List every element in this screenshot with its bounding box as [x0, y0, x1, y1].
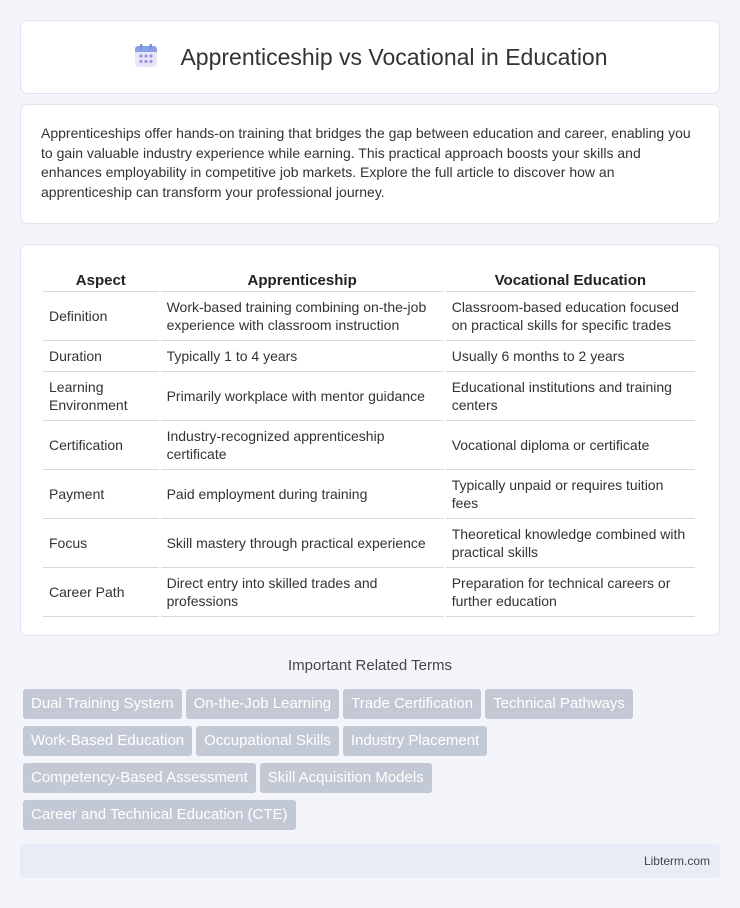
table-row [43, 470, 695, 519]
comparison-table [41, 266, 697, 617]
footer-brand-link[interactable]: Libterm.com [643, 854, 710, 868]
table-cell: Theoretical knowledge combined with practical skills [446, 519, 695, 568]
intro-text: Apprenticeships offer hands-on training that bridges the gap between education and career, enabling you to gain valuable industry experience while earning. This practical approach boosts your skills and enhances employability in competitive job markets. Explore the full article to discover how an apprenticeship can transform your professional journey. [41, 125, 691, 200]
calendar-grid-icon [132, 42, 160, 70]
related-terms-list [23, 689, 723, 837]
column-header-apprenticeship: Apprenticeship [161, 266, 444, 292]
table-header-row [43, 266, 695, 292]
column-header-vocational: Vocational Education [446, 266, 695, 292]
table-cell: Industry-recognized apprenticeship certificate [161, 421, 444, 470]
table-cell: Learning Environment [43, 372, 159, 421]
footer [20, 844, 720, 878]
related-term-tag[interactable]: Trade Certification [343, 689, 481, 719]
table-cell: Typically 1 to 4 years [161, 341, 444, 372]
table-cell: Classroom-based education focused on practical skills for specific trades [446, 292, 695, 341]
table-row [43, 568, 695, 617]
table-cell: Preparation for technical careers or further education [446, 568, 695, 617]
table-cell: Typically unpaid or requires tuition fees [446, 470, 695, 519]
intro-card [20, 104, 720, 224]
related-term-tag[interactable]: Competency-Based Assessment [23, 763, 256, 793]
related-term-tag[interactable]: Skill Acquisition Models [260, 763, 432, 793]
table-cell: Career Path [43, 568, 159, 617]
table-row [43, 292, 695, 341]
table-cell: Usually 6 months to 2 years [446, 341, 695, 372]
table-cell: Certification [43, 421, 159, 470]
table-cell: Work-based training combining on-the-job experience with classroom instruction [161, 292, 444, 341]
table-cell: Direct entry into skilled trades and professions [161, 568, 444, 617]
related-term-tag[interactable]: On-the-Job Learning [186, 689, 340, 719]
related-term-tag[interactable]: Occupational Skills [196, 726, 339, 756]
table-cell: Focus [43, 519, 159, 568]
table-row [43, 341, 695, 372]
table-cell: Primarily workplace with mentor guidance [161, 372, 444, 421]
comparison-table-card [20, 244, 720, 636]
table-cell: Skill mastery through practical experience [161, 519, 444, 568]
related-term-tag[interactable]: Technical Pathways [485, 689, 633, 719]
related-term-tag[interactable]: Dual Training System [23, 689, 182, 719]
table-row [43, 519, 695, 568]
page-title: Apprenticeship vs Vocational in Education [180, 43, 608, 70]
table-cell: Payment [43, 470, 159, 519]
table-cell: Definition [43, 292, 159, 341]
related-terms-title: Important Related Terms [288, 657, 452, 674]
table-row [43, 421, 695, 470]
table-cell: Paid employment during training [161, 470, 444, 519]
table-row [43, 372, 695, 421]
column-header-aspect: Aspect [43, 266, 159, 292]
table-cell: Duration [43, 341, 159, 372]
related-term-tag[interactable]: Work-Based Education [23, 726, 192, 756]
header-card [20, 20, 720, 94]
table-cell: Educational institutions and training centers [446, 372, 695, 421]
related-term-tag[interactable]: Industry Placement [343, 726, 487, 756]
table-cell: Vocational diploma or certificate [446, 421, 695, 470]
related-term-tag[interactable]: Career and Technical Education (CTE) [23, 800, 296, 830]
